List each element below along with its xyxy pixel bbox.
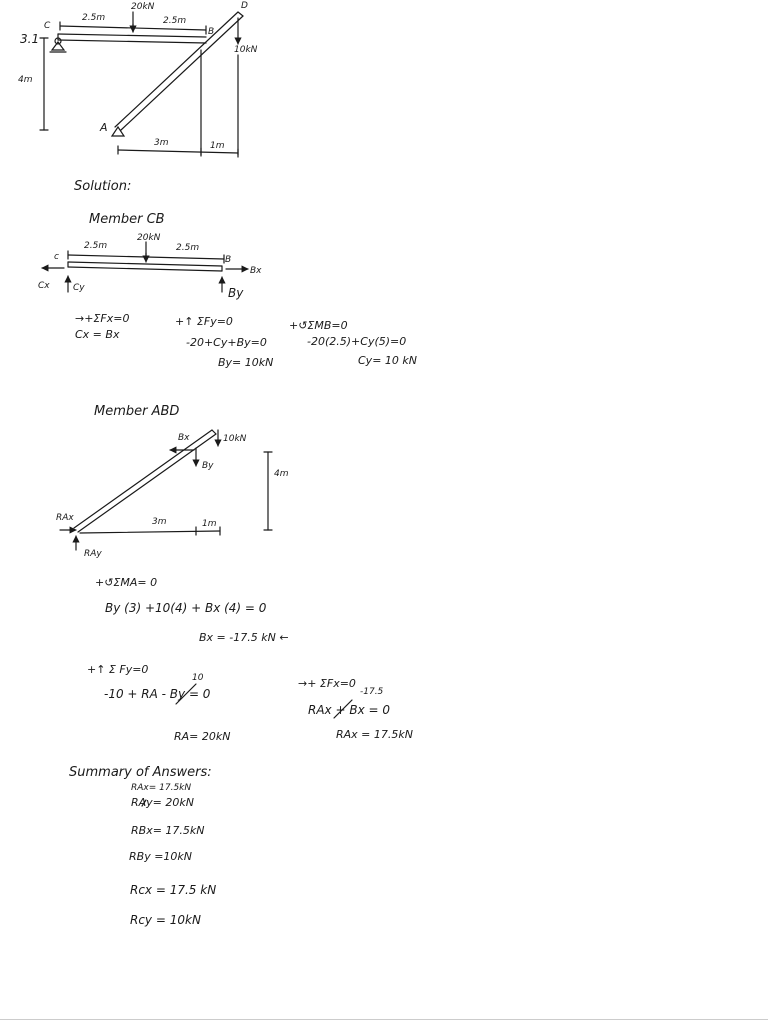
fig-dim-cb-left: 2.5m xyxy=(82,13,106,23)
fbd-cb-by-label: By xyxy=(228,286,244,300)
abd-eq-fy-3: RA= 20kN xyxy=(174,730,231,743)
fig-label-a: A xyxy=(100,121,108,134)
fbd-cb-bx-label: Bx xyxy=(250,266,262,276)
fbd-cb-dim-right: 2.5m xyxy=(176,243,200,253)
fig-label-b: B xyxy=(208,27,215,37)
fbd-abd-by-label: By xyxy=(202,461,214,471)
abd-eq-fy-note: 10 xyxy=(192,673,204,683)
fbd-abd-dim-3: 3m xyxy=(152,517,167,527)
member-abd-heading: Member ABD xyxy=(94,404,180,419)
fbd-abd-dim-1: 1m xyxy=(202,519,217,529)
fig-label-c: C xyxy=(44,21,51,31)
cb-eq-mb-2: -20(2.5)+Cy(5)=0 xyxy=(307,335,407,348)
fbd-cb-cy-label: Cy xyxy=(73,283,85,293)
fig-problem-number: 3.1 xyxy=(20,32,40,46)
fbd-cb-dim-left: 2.5m xyxy=(84,241,108,251)
fig-dim-base-3: 3m xyxy=(154,138,169,148)
fig-load-d-label: 10kN xyxy=(234,45,258,55)
abd-eq-ma-3: Bx = -17.5 kN ← xyxy=(199,631,289,644)
abd-eq-fy-1: +↑ Σ Fy=0 xyxy=(87,663,149,676)
cb-eq-fy-1: +↑ ΣFy=0 xyxy=(175,315,233,328)
fbd-cb-beam xyxy=(68,262,222,271)
fbd-cb-cx-label: Cx xyxy=(38,281,50,291)
abd-eq-ma-1: +↺ΣMA= 0 xyxy=(95,576,158,589)
fbd-abd-dim-height xyxy=(264,452,272,530)
fbd-abd-load-label: 10kN xyxy=(223,434,247,444)
fbd-abd-member xyxy=(74,430,216,532)
abd-eq-fx-3: RAx = 17.5kN xyxy=(336,728,413,741)
fig-member-abd xyxy=(112,12,243,136)
fig-load-top-label: 20kN xyxy=(131,2,155,12)
summary-rcx: Rcx = 17.5 kN xyxy=(130,883,217,897)
summary-rax: RAx= 17.5kN xyxy=(131,783,192,793)
abd-eq-fy-2: -10 + RA - By = 0 xyxy=(104,687,211,701)
fbd-abd-dim-base xyxy=(80,527,220,535)
fbd-abd-height-label: 4m xyxy=(274,469,289,479)
fbd-cb-label-b: B xyxy=(225,255,232,265)
fig-dim-height xyxy=(40,38,48,130)
cb-eq-fx-1: →+ΣFx=0 xyxy=(75,312,130,325)
summary-heading: Summary of Answers: xyxy=(69,765,212,780)
cb-eq-mb-1: +↺ΣMB=0 xyxy=(289,319,348,332)
abd-eq-ma-2: By (3) +10(4) + Bx (4) = 0 xyxy=(105,601,267,615)
fbd-cb-load-label: 20kN xyxy=(137,233,161,243)
fig-dim-cb-right: 2.5m xyxy=(163,16,187,26)
fbd-abd-rax-label: RAx xyxy=(56,513,74,523)
fbd-abd-bx-label: Bx xyxy=(178,433,190,443)
fig-dim-height-label: 4m xyxy=(18,75,33,85)
cb-eq-fy-3: By= 10kN xyxy=(218,356,274,369)
summary-rcy: Rcy = 10kN xyxy=(130,913,201,927)
abd-eq-fx-note: -17.5 xyxy=(360,687,384,697)
summary-ray: RAy= 20kN xyxy=(131,796,194,809)
member-cb-heading: Member CB xyxy=(89,212,165,227)
fbd-abd-ray-label: RAy xyxy=(84,549,102,559)
abd-eq-fx-1: →+ ΣFx=0 xyxy=(298,677,356,690)
cb-eq-fy-2: -20+Cy+By=0 xyxy=(186,336,267,349)
fig-label-d: D xyxy=(241,1,248,11)
page-bottom-edge xyxy=(0,1019,768,1020)
fig-dim-base-1: 1m xyxy=(210,141,225,151)
summary-rbx: RBx= 17.5kN xyxy=(131,824,205,837)
abd-eq-fx-2: RAx + Bx = 0 xyxy=(308,703,390,717)
cb-eq-mb-3: Cy= 10 kN xyxy=(358,354,417,367)
fig-beam-cb xyxy=(50,34,206,52)
solution-heading: Solution: xyxy=(74,179,132,194)
summary-rby: RBy =10kN xyxy=(129,850,193,863)
cb-eq-fx-2: Cx = Bx xyxy=(75,328,120,341)
fbd-cb-label-c: c xyxy=(54,252,59,262)
